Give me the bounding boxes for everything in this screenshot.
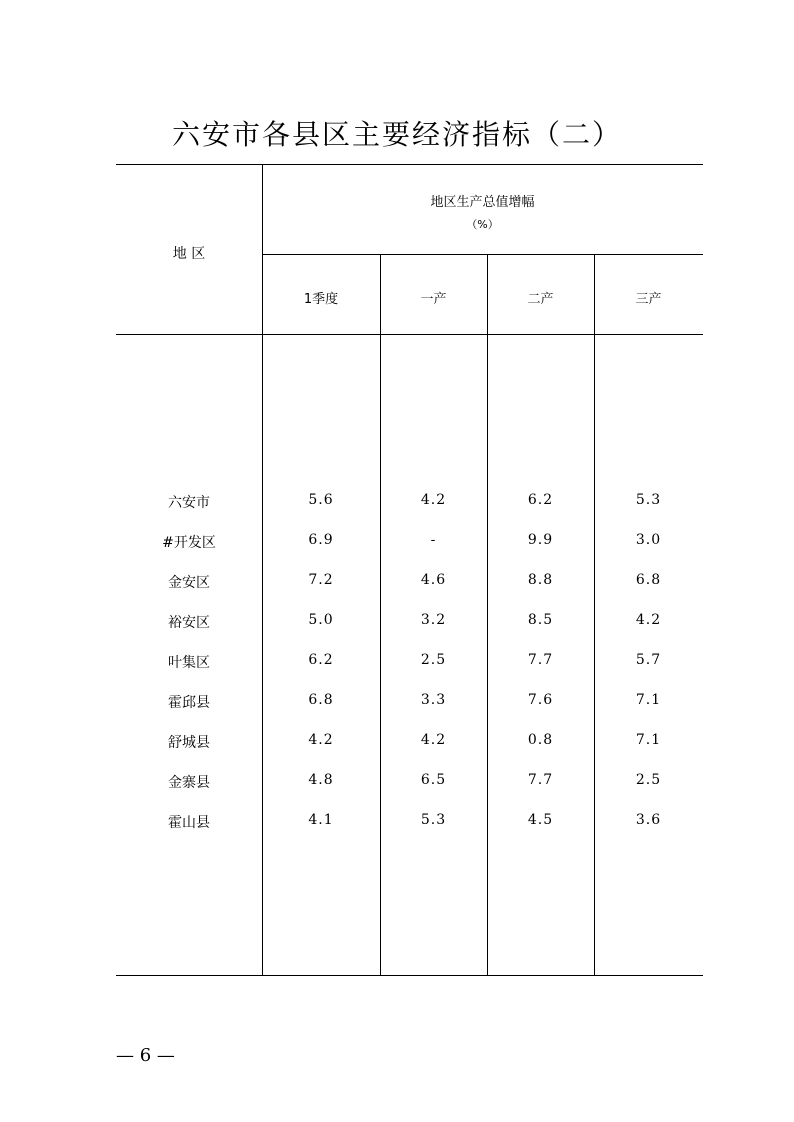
table-row-region: 舒城县 [168, 735, 210, 751]
group-unit: （%） [466, 218, 499, 231]
table-cell-value: 3.6 [635, 812, 662, 828]
region-header: 地 区 [172, 246, 206, 262]
table-cell-value: 5.6 [308, 492, 334, 508]
table-cell-value: 7.2 [308, 572, 334, 588]
table-cell-value: 7.1 [635, 732, 662, 748]
table-cell-value: 6.5 [420, 772, 447, 788]
table-cell-value: 4.1 [308, 812, 334, 828]
table-cell-value: 6.9 [308, 532, 334, 548]
table-top-rule [116, 164, 703, 165]
region-column-divider [262, 164, 263, 976]
column-header-tertiary: 三产 [635, 292, 662, 307]
group-header: 地区生产总值增幅 [430, 195, 535, 210]
table-cell-value: 5.7 [635, 652, 662, 668]
table-cell-value: 4.2 [420, 492, 447, 508]
table-cell-value: 7.6 [527, 692, 554, 708]
table-cell-value: 4.6 [420, 572, 447, 588]
column-header-secondary: 二产 [527, 292, 554, 307]
table-row-region: 霍山县 [168, 815, 210, 831]
table-cell-value: 6.8 [635, 572, 662, 588]
table-row-region: 金安区 [168, 575, 210, 591]
table-cell-value: 3.3 [420, 692, 447, 708]
table-cell-value: 5.0 [308, 612, 334, 628]
table-row-region: #开发区 [162, 535, 216, 551]
table-row-region: 六安市 [168, 495, 210, 511]
table-cell-value: 0.8 [527, 732, 554, 748]
column-header-q1: 1季度 [303, 292, 339, 307]
table-cell-value: 7.7 [527, 652, 554, 668]
table-cell-value: 4.5 [527, 812, 554, 828]
table-cell-value: 3.0 [635, 532, 662, 548]
table-cell-value: 4.2 [635, 612, 662, 628]
table-row-region: 叶集区 [168, 655, 210, 671]
table-cell-value: 6.2 [527, 492, 554, 508]
table-cell-value: 4.8 [308, 772, 334, 788]
table-cell-value: 9.9 [527, 532, 554, 548]
table-bottom-rule [116, 975, 703, 976]
table-cell-value: 7.1 [635, 692, 662, 708]
table-cell-value: 6.8 [308, 692, 334, 708]
table-cell-value: 6.2 [308, 652, 334, 668]
table-cell-value: 8.8 [527, 572, 554, 588]
table-cell-value: 7.7 [527, 772, 554, 788]
table-cell-value: 8.5 [527, 612, 554, 628]
group-header-rule [262, 254, 703, 255]
column-header-primary: 一产 [420, 292, 447, 307]
indicator-table [116, 164, 703, 976]
table-cell-value: 5.3 [420, 812, 447, 828]
table-row-region: 霍邱县 [168, 695, 210, 711]
page-title: 六安市各县区主要经济指标（二） [171, 118, 622, 151]
table-cell-value: 4.2 [420, 732, 447, 748]
table-cell-value: 5.3 [635, 492, 662, 508]
table-cell-value: - [430, 532, 437, 548]
table-cell-value: 2.5 [635, 772, 662, 788]
table-cell-value: 2.5 [420, 652, 447, 668]
table-row-region: 裕安区 [168, 615, 210, 631]
table-cell-value: 4.2 [308, 732, 334, 748]
table-row-region: 金寨县 [168, 775, 210, 791]
table-cell-value: 3.2 [420, 612, 447, 628]
header-bottom-rule [116, 334, 703, 335]
page-number: — 6 — [116, 1045, 175, 1066]
